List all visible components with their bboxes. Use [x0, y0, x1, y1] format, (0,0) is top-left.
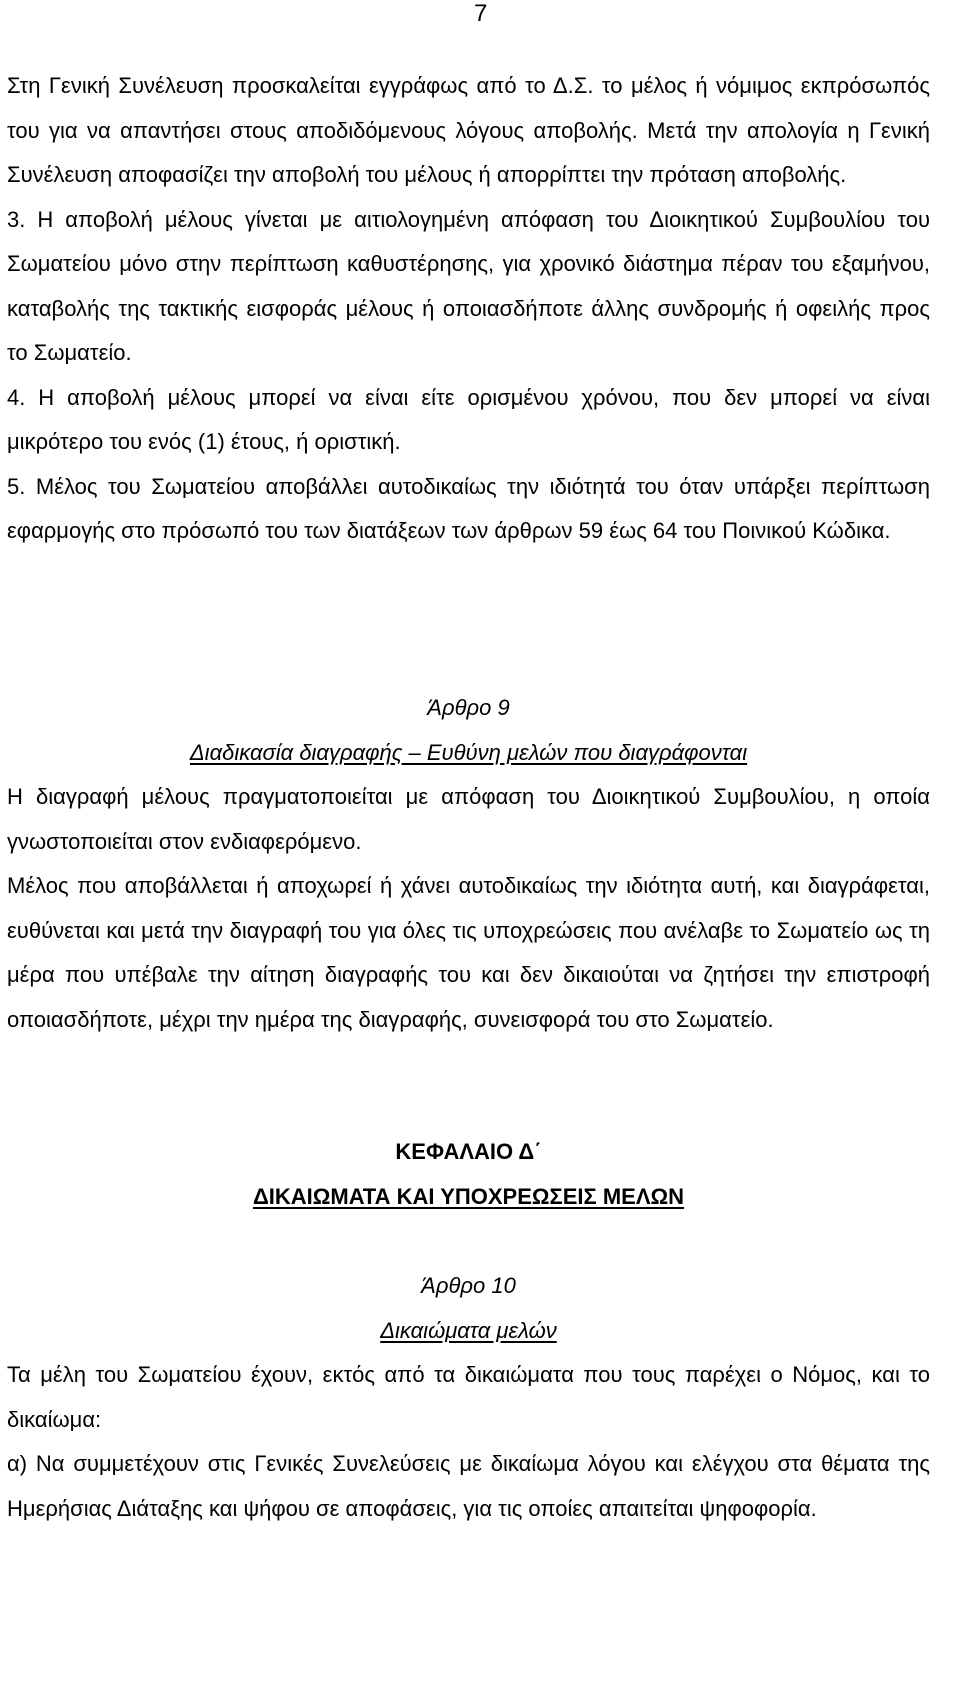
- paragraph-general-assembly: Στη Γενική Συνέλευση προσκαλείται εγγράφως από το Δ.Σ. το μέλος ή νόμιμος εκπρόσωπός του για να απαντήσει στους αποδιδόμενους λόγους αποβολής. Μετά την απολογία η Γενική Συνέλευση αποφασίζει την αποβολή του μέλους ή απορρίπτει την πρόταση αποβολής.: [7, 73, 930, 187]
- article-9-paragraph-2: Μέλος που αποβάλλεται ή αποχωρεί ή χάνει αυτοδικαίως την ιδιότητα αυτή, και διαγράφεται, ευθύνεται και μετά την διαγραφή του για όλες τις υποχρεώσεις που ανέλαβε το Σωματείο ως τη μέρα που υπέβαλε την αίτηση διαγραφής του και δεν δικαιούται να ζητήσει την επιστροφή οποιασδήποτε, μέχρι την ημέρα της διαγραφής, συνεισφορά του στο Σωματείο.: [7, 873, 930, 1032]
- chapter-subtitle: ΔΙΚΑΙΩΜΑΤΑ ΚΑΙ ΥΠΟΧΡΕΩΣΕΙΣ ΜΕΛΩΝ: [252, 1183, 685, 1209]
- article-9: [7, 686, 930, 1042]
- article-10-paragraph-1: Τα μέλη του Σωματείου έχουν, εκτός από τα δικαιώματα που τους παρέχει ο Νόμος, και το δικαίωμα:: [7, 1362, 930, 1432]
- article-10-paragraph-a: α) Να συμμετέχουν στις Γενικές Συνελεύσεις με δικαίωμα λόγου και ελέγχου στα θέματα της Ημερήσιας Διάταξης και ψήφου σε αποφάσεις, για τις οποίες απαιτείται ψηφοφορία.: [7, 1451, 930, 1521]
- chapter-heading: [7, 1130, 930, 1219]
- article-10-subtitle: Δικαιώματα μελών: [380, 1317, 557, 1343]
- paragraph-item-3: 3. Η αποβολή μέλους γίνεται με αιτιολογημένη απόφαση του Διοικητικού Συμβουλίου του Σωματείου μόνο στην περίπτωση καθυστέρησης, για χρονικό διάστημα πέραν του εξαμήνου, καταβολής της τακτικής εισφοράς μέλους ή οποιασδήποτε άλλης συνδρομής ή οφειλής προς το Σωματείο.: [7, 206, 930, 365]
- article-9-subtitle: Διαδικασία διαγραφής – Ευθύνη μελών που διαγράφονται: [189, 739, 748, 765]
- paragraph-item-5: 5. Μέλος του Σωματείου αποβάλλει αυτοδικαίως την ιδιότητά του όταν υπάρξει περίπτωση εφαρμογής στο πρόσωπό του των διατάξεων των άρθρων 59 έως 64 του Ποινικού Κώδικα.: [7, 473, 930, 543]
- article-10: [7, 1264, 930, 1531]
- page-number: 7: [474, 0, 488, 27]
- chapter-title: ΚΕΦΑΛΑΙΟ Δ΄: [395, 1139, 542, 1164]
- article-9-title: Άρθρο 9: [427, 695, 510, 720]
- paragraph-item-4: 4. Η αποβολή μέλους μπορεί να είναι είτε ορισμένου χρόνου, που δεν μπορεί να είναι μικρότερο του ενός (1) έτους, ή οριστική.: [7, 384, 930, 454]
- article-9-paragraph-1: Η διαγραφή μέλους πραγματοποιείται με απόφαση του Διοικητικού Συμβουλίου, η οποία γνωστοποιείται στον ενδιαφερόμενο.: [7, 784, 930, 854]
- section-continuation: [7, 64, 930, 554]
- article-10-title: Άρθρο 10: [421, 1273, 516, 1298]
